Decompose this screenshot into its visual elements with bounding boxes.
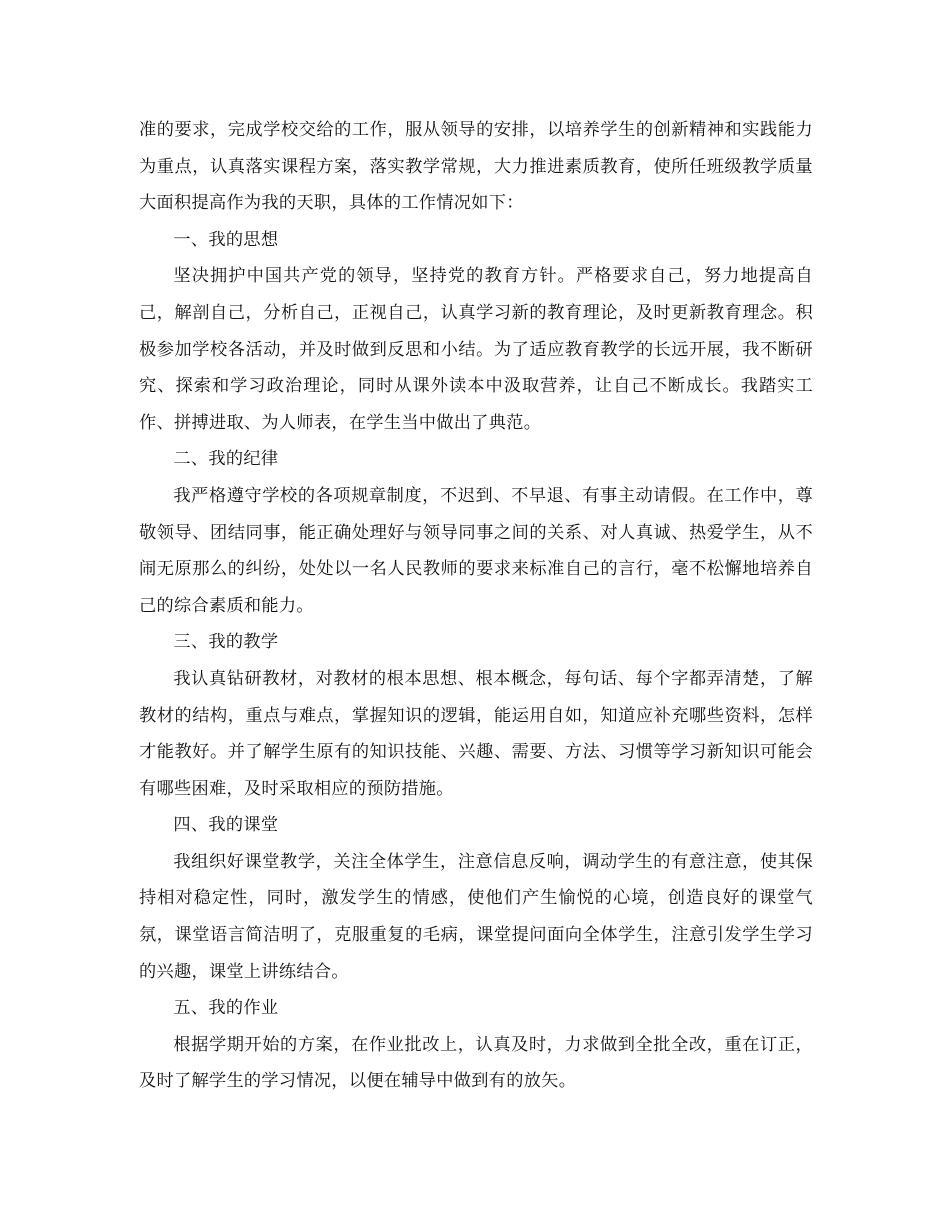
section-body-teaching: 我认真钻研教材，对教材的根本思想、根本概念，每句话、每个字都弄清楚，了解教材的结构，重点与难点，掌握知识的逻辑，能运用自如，知道应补充哪些资料，怎样才能教好。并了解学生原有的知识技能、兴趣、需要、方法、习惯等学习新知识可能会有哪些困难，及时采取相应的预防措施。 <box>139 668 813 799</box>
intro-paragraph: 准的要求，完成学校交给的工作，服从领导的安排，以培养学生的创新精神和实践能力为重点，认真落实课程方案，落实教学常规，大力推进素质教育，使所任班级教学质量大面积提高作为我的天职，具体的工作情况如下： <box>139 120 813 214</box>
section-body-discipline: 我严格遵守学校的各项规章制度，不迟到、不早退、有事主动请假。在工作中，尊敬领导、团结同事，能正确处理好与领导同事之间的关系、对人真诚、热爱学生，从不闹无原那么的纠纷，处处以一名人民教师的要求来标准自己的言行，毫不松懈地培养自己的综合素质和能力。 <box>139 485 813 616</box>
section-heading-classroom: 四、我的课堂 <box>173 815 279 836</box>
section-heading-discipline: 二、我的纪律 <box>173 449 279 470</box>
section-heading-thought: 一、我的思想 <box>173 229 279 250</box>
section-body-homework: 根据学期开始的方案，在作业批改上，认真及时，力求做到全批全改，重在订正，及时了解学生的学习情况，以便在辅导中做到有的放矢。 <box>139 1034 813 1092</box>
section-body-classroom: 我组织好课堂教学，关注全体学生，注意信息反响，调动学生的有意注意，使其保持相对稳定性，同时，激发学生的情感，使他们产生愉悦的心境，创造良好的课堂气氛，课堂语言简洁明了，克服重复的毛病，课堂提问面向全体学生，注意引发学生学习的兴趣，课堂上讲练结合。 <box>139 851 813 982</box>
section-heading-teaching: 三、我的教学 <box>173 632 279 653</box>
document-body <box>139 112 813 1100</box>
section-body-thought: 坚决拥护中国共产党的领导，坚持党的教育方针。严格要求自己，努力地提高自己，解剖自己，分析自己，正视自己，认真学习新的教育理论，及时更新教育理念。积极参加学校各活动，并及时做到反思和小结。为了适应教育教学的长远开展，我不断研究、探索和学习政治理论，同时从课外读本中汲取营养，让自己不断成长。我踏实工作、拼搏进取、为人师表，在学生当中做出了典范。 <box>139 266 813 433</box>
section-heading-homework: 五、我的作业 <box>173 998 279 1019</box>
